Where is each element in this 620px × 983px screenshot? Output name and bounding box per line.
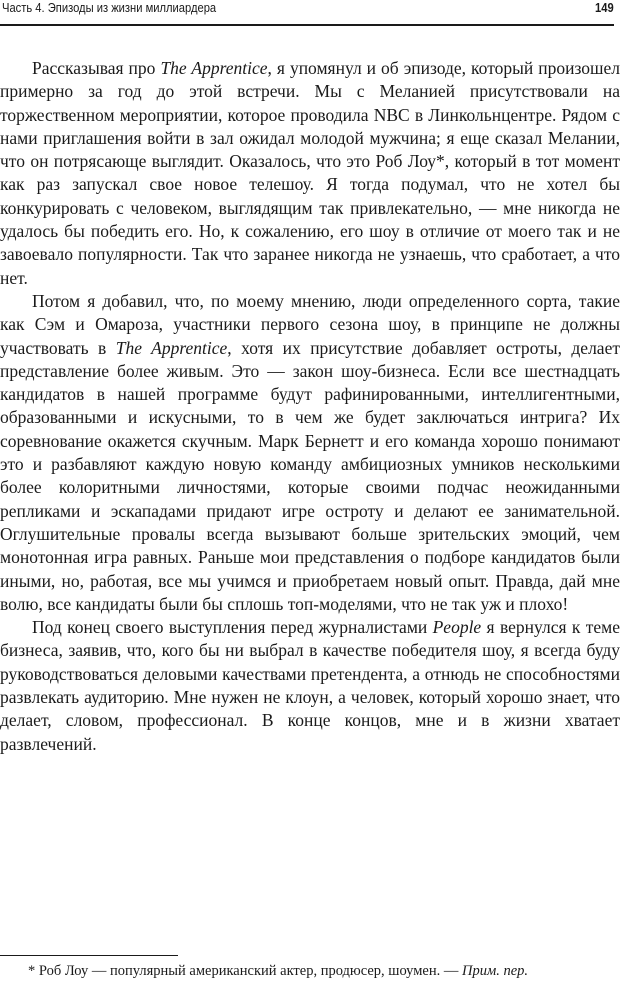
footnote-text: * Роб Лоу — популярный американский актер, продюсер, шоумен. — <box>28 963 462 979</box>
page-number: 149 <box>595 0 614 15</box>
footnote-translator-note: Прим. пер. <box>461 963 529 979</box>
italic-title: The Apprentice <box>115 337 228 358</box>
text-segment: Потом я добавил, что, по моему мнению, люди определенного сорта, такие как Сэм и Омароза, участники первого сезона шоу, в принципе не должны участвовать в <box>0 290 620 358</box>
text-segment: Рассказывая про <box>32 58 161 78</box>
paragraph <box>0 57 620 290</box>
text-segment: , я упомянул и об эпизоде, который произошел примерно за год до этой встречи. Мы с Меланией присутствовали на торжественном мероприятии, которое проводила NBC в Линкольнцентре. Рядом с нами приглашения войти в зал ожидал молодой мужчина; я еще сказал Мелании, что он потрясающе выглядит. Оказалось, что это Роб Лоу*, который в тот момент как раз запускал свое новое телешоу. Я тогда подумал, что не хотел бы конкурировать с человеком, выглядящим так привлекательно, — мне никогда не удалось бы победить его. Но, к сожалению, его шоу в отличие от моего так и не завоевало популярности. Так что заранее никогда не узнаешь, что сработает, а что нет. <box>0 58 620 288</box>
running-head <box>0 0 614 26</box>
italic-title: The Apprentice <box>160 58 268 78</box>
paragraph <box>0 290 620 616</box>
text-segment: я вернулся к теме бизнеса, заявив, что, кого бы ни выбрал в качестве победителя шоу, я всегда буду руководствоваться деловыми качествами претендента, а отнюдь не способностями развлекать аудиторию. Мне нужен не клоун, а человек, который хорошо знает, что делает, словом, профессионал. В конце концов, мне и в жизни хватает развлечений. <box>0 617 620 754</box>
paragraph <box>0 616 620 756</box>
text-segment: , хотя их присутствие добавляет остроты, делает представление более живым. Это — закон шоу-бизнеса. Если все шестнадцать кандидатов в нашей программе будут рафинированными, интеллигентными, образованными и искусными, то в чем же будет заключаться интрига? Их соревнование окажется скучным. Марк Бернетт и его команда хорошо понимают это и разбавляют каждую новую команду амбициозных умников несколькими более колоритными личностями, которые своими подчас неожиданными репликами и эскападами придают игре остроту и делают ее занимательной. Оглушительные провалы всегда вызывают больше зрительских эмоций, чем монотонная игра равных. Раньше мои представления о подборе кандидатов были иными, но, работая, все мы учимся и приобретаем новый опыт. Правда, дай мне волю, все кандидаты были бы сплошь топ-моделями, что не так уж и плохо! <box>0 337 620 614</box>
footnote-divider <box>0 955 178 956</box>
text-segment: Под конец своего выступления перед журналистами <box>32 617 433 638</box>
italic-title: People <box>432 617 482 638</box>
footnote <box>28 962 620 980</box>
body-text <box>0 57 620 756</box>
chapter-title: Часть 4. Эпизоды из жизни миллиардера <box>2 0 217 15</box>
